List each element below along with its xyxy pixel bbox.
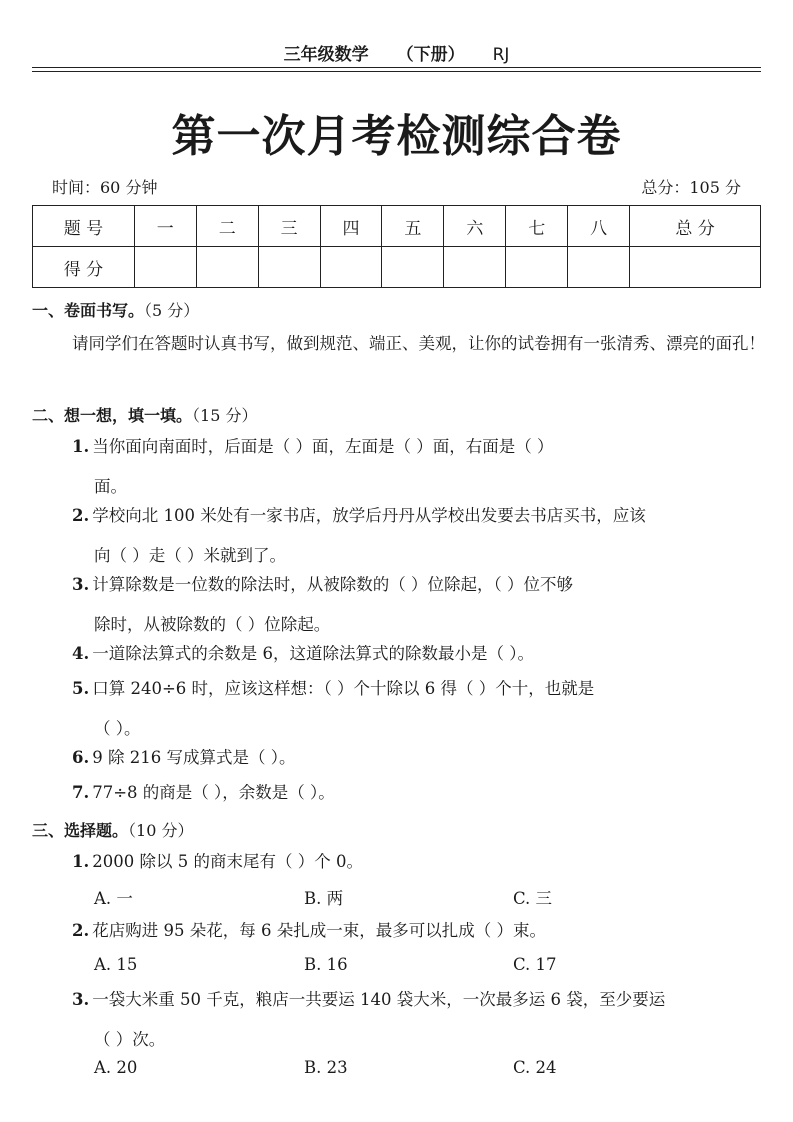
option-c[interactable]: C. 24 xyxy=(513,1058,557,1077)
choice-question-1 xyxy=(72,845,766,879)
choice-question-2 xyxy=(72,914,766,948)
score-cell: 六 xyxy=(444,206,506,247)
fill-question-6 xyxy=(72,741,766,775)
score-input-cell[interactable] xyxy=(196,247,258,288)
fill-question-4 xyxy=(72,637,766,671)
option-b[interactable]: B. 23 xyxy=(304,1058,348,1077)
question-text: 9 除 216 写成算式是（ ）。 xyxy=(92,748,296,767)
score-cell: 七 xyxy=(506,206,568,247)
score-cell: 总 分 xyxy=(630,206,761,247)
question-number: 1. xyxy=(72,437,90,456)
score-cell: 一 xyxy=(134,206,196,247)
fill-question-5-cont: （ ）。 xyxy=(94,719,141,738)
score-cell: 五 xyxy=(382,206,444,247)
question-text: 一道除法算式的余数是 6，这道除法算式的除数最小是（ ）。 xyxy=(92,644,534,663)
option-b[interactable]: B. 两 xyxy=(304,889,344,908)
edition-label: RJ xyxy=(492,45,510,65)
score-input-cell[interactable] xyxy=(258,247,320,288)
page-header xyxy=(0,40,793,65)
volume-label: （下册） xyxy=(396,45,465,65)
section3-heading xyxy=(32,818,193,841)
fill-question-3-cont: 除时，从被除数的（ ）位除起。 xyxy=(94,615,331,634)
score-table-score-row xyxy=(33,247,761,288)
score-input-cell[interactable] xyxy=(568,247,630,288)
question-number: 2. xyxy=(72,506,90,525)
option-c[interactable]: C. 17 xyxy=(513,955,557,974)
score-table-header-row xyxy=(33,206,761,247)
question-number: 2. xyxy=(72,921,90,940)
section2-heading xyxy=(32,403,257,426)
section2-points: （15 分） xyxy=(192,406,258,425)
fill-question-3 xyxy=(72,568,766,602)
score-cell: 题 号 xyxy=(33,206,135,247)
question-text: 2000 除以 5 的商末尾有（ ）个 0。 xyxy=(92,852,363,871)
fill-question-5 xyxy=(72,672,766,706)
section1-points: （5 分） xyxy=(144,301,200,320)
exam-time: 时间：60 分钟 xyxy=(52,178,158,197)
question-text: 学校向北 100 米处有一家书店，放学后丹丹从学校出发要去书店买书，应该 xyxy=(92,506,646,525)
fill-question-2 xyxy=(72,499,766,533)
question-number: 3. xyxy=(72,990,90,1009)
question-number: 1. xyxy=(72,852,90,871)
question-number: 5. xyxy=(72,679,90,698)
choice-question-3 xyxy=(72,983,766,1017)
question-number: 7. xyxy=(72,783,90,802)
fill-question-1 xyxy=(72,430,766,464)
score-input-cell[interactable] xyxy=(506,247,568,288)
section1-heading xyxy=(32,298,199,321)
option-a[interactable]: A. 20 xyxy=(94,1058,138,1077)
question-number: 3. xyxy=(72,575,90,594)
option-b[interactable]: B. 16 xyxy=(304,955,348,974)
fill-question-1-cont: 面。 xyxy=(94,477,127,496)
section2-title: 二、想一想，填一填。 xyxy=(32,406,193,425)
score-table xyxy=(32,205,761,288)
option-a[interactable]: A. 一 xyxy=(94,889,133,908)
score-cell: 四 xyxy=(320,206,382,247)
question-text: 当你面向南面时，后面是（ ）面，左面是（ ）面，右面是（ ） xyxy=(92,437,554,456)
section3-points: （10 分） xyxy=(128,821,194,840)
fill-question-2-cont: 向（ ）走（ ）米就到了。 xyxy=(94,546,286,565)
exam-total-score: 总分：105 分 xyxy=(641,178,741,197)
question-text: 77÷8 的商是（ ），余数是（ ）。 xyxy=(92,783,335,802)
question-text: 一袋大米重 50 千克，粮店一共要运 140 袋大米，一次最多运 6 袋，至少要运 xyxy=(92,990,666,1009)
score-input-cell[interactable] xyxy=(444,247,506,288)
header-rule-top xyxy=(32,67,761,68)
section1-title: 一、卷面书写。 xyxy=(32,301,145,320)
fill-question-7 xyxy=(72,776,766,810)
section3-title: 三、选择题。 xyxy=(32,821,129,840)
question-number: 6. xyxy=(72,748,90,767)
score-input-cell[interactable] xyxy=(134,247,196,288)
exam-title: 第一次月考检测综合卷 xyxy=(171,111,622,162)
score-cell: 八 xyxy=(568,206,630,247)
score-input-cell[interactable] xyxy=(320,247,382,288)
question-text: 口算 240÷6 时，应该这样想：（ ）个十除以 6 得（ ）个十，也就是 xyxy=(92,679,595,698)
section1-body: 请同学们在答题时认真书写，做到规范、端正、美观，让你的试卷拥有一张清秀、漂亮的面孔！ xyxy=(72,334,765,353)
score-input-cell[interactable] xyxy=(630,247,761,288)
question-number: 4. xyxy=(72,644,90,663)
option-c[interactable]: C. 三 xyxy=(513,889,553,908)
question-text: 计算除数是一位数的除法时，从被除数的（ ）位除起，（ ）位不够 xyxy=(92,575,573,594)
score-cell: 二 xyxy=(196,206,258,247)
score-row-label: 得 分 xyxy=(33,247,135,288)
choice-question-3-cont: （ ）次。 xyxy=(94,1030,166,1049)
header-rule-bottom xyxy=(32,71,761,72)
score-cell: 三 xyxy=(258,206,320,247)
option-a[interactable]: A. 15 xyxy=(94,955,138,974)
question-text: 花店购进 95 朵花，每 6 朵扎成一束，最多可以扎成（ ）束。 xyxy=(92,921,546,940)
subject-label: 三年级数学 xyxy=(283,45,369,65)
score-input-cell[interactable] xyxy=(382,247,444,288)
